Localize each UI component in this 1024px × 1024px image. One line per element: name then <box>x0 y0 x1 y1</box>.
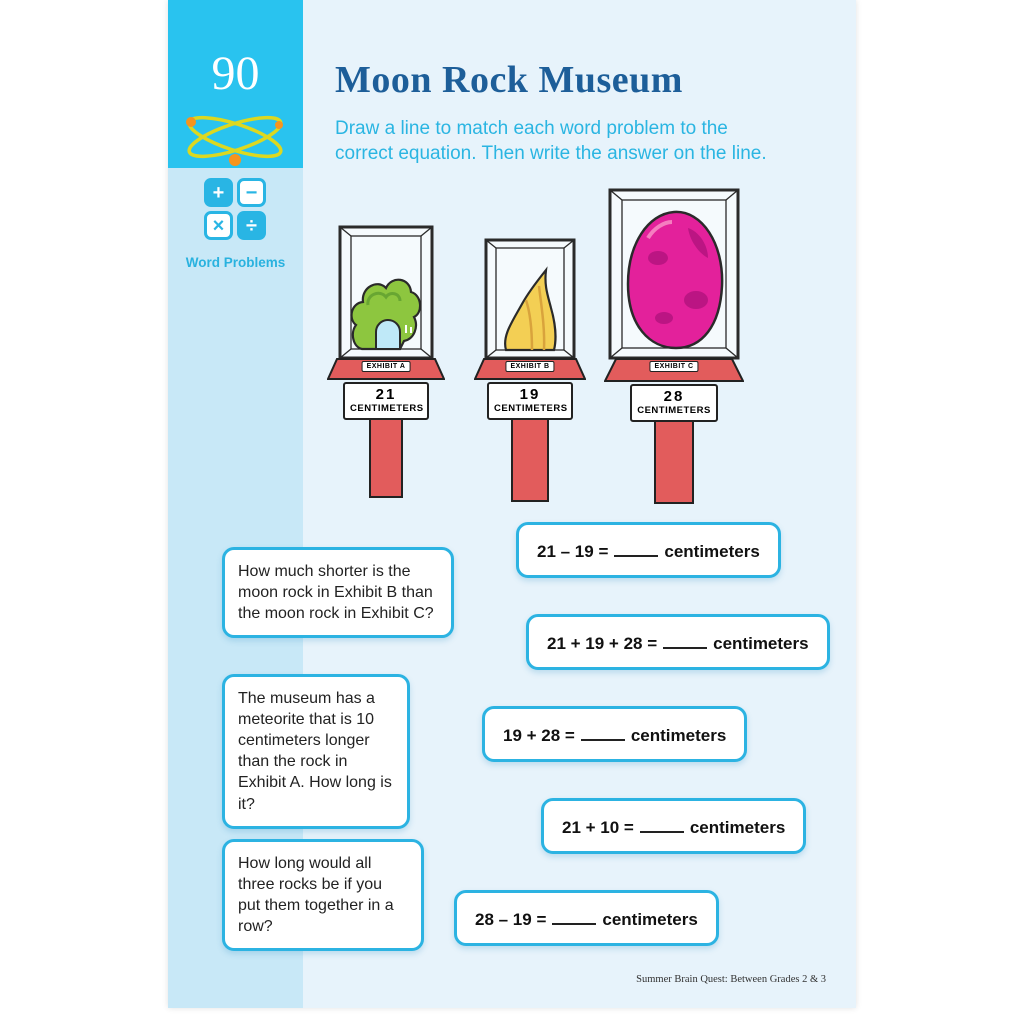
plus-icon: + <box>204 178 233 207</box>
display-case-c <box>608 188 740 360</box>
instructions-text: Draw a line to match each word problem to the correct equation. Then write the answer on the line. <box>335 118 767 165</box>
measurement-sign <box>630 384 718 422</box>
equation-unit: centimeters <box>713 634 809 653</box>
footer-credit: Summer Brain Quest: Between Grades 2 & 3 <box>636 974 826 985</box>
measurement-unit: CENTIMETERS <box>350 402 424 414</box>
measurement-unit: CENTIMETERS <box>494 402 568 414</box>
equation-card-2[interactable] <box>526 614 830 670</box>
equation-card-3[interactable] <box>482 706 747 762</box>
exhibit-plaque: EXHIBIT B <box>505 361 554 372</box>
measurement-sign <box>487 382 573 420</box>
measurement-value: 19 <box>519 386 541 403</box>
workbook-page <box>168 0 856 1008</box>
answer-blank[interactable] <box>581 722 625 741</box>
equation-expression: 21 + 19 + 28 = <box>547 634 658 653</box>
equation-unit: centimeters <box>664 542 760 561</box>
measurement-value: 28 <box>663 388 685 405</box>
multiply-icon: × <box>204 211 233 240</box>
equation-unit: centimeters <box>602 910 698 929</box>
exhibit-base <box>327 358 445 385</box>
equation-card-4[interactable] <box>541 798 806 854</box>
category-label: Word Problems <box>185 255 286 270</box>
problem-card-1[interactable] <box>222 547 454 638</box>
display-case-a <box>338 225 434 360</box>
answer-blank[interactable] <box>614 538 658 557</box>
exhibit-a <box>326 225 446 498</box>
equation-card-1[interactable] <box>516 522 781 578</box>
exhibit-base <box>604 358 744 387</box>
exhibit-base <box>474 358 586 385</box>
equation-expression: 21 + 10 = <box>562 818 634 837</box>
exhibit-c <box>604 188 744 504</box>
page-title: Moon Rock Museum <box>335 59 683 101</box>
exhibit-plaque: EXHIBIT A <box>362 361 411 372</box>
problem-text: The museum has a meteorite that is 10 centimeters longer than the rock in Exhibit A. How long is it? <box>238 690 392 813</box>
equation-expression: 21 – 19 = <box>537 542 609 561</box>
answer-blank[interactable] <box>552 906 596 925</box>
problem-card-3[interactable] <box>222 839 424 951</box>
problem-text: How long would all three rocks be if you put them together in a row? <box>238 855 394 936</box>
measurement-sign <box>343 382 429 420</box>
divide-icon: ÷ <box>237 211 266 240</box>
answer-blank[interactable] <box>640 814 684 833</box>
measurement-unit: CENTIMETERS <box>637 404 711 416</box>
minus-icon: − <box>237 178 266 207</box>
display-case-b <box>484 238 576 360</box>
answer-blank[interactable] <box>663 630 707 649</box>
page-number: 90 <box>211 47 260 100</box>
equation-card-5[interactable] <box>454 890 719 946</box>
exhibit-b <box>474 238 586 502</box>
equation-expression: 28 – 19 = <box>475 910 547 929</box>
exhibit-plaque: EXHIBIT C <box>649 361 698 372</box>
atom-icon <box>180 100 291 174</box>
measurement-value: 21 <box>375 386 397 403</box>
pedestal <box>511 418 549 502</box>
problem-card-2[interactable] <box>222 674 410 829</box>
pedestal <box>369 418 403 498</box>
equation-expression: 19 + 28 = <box>503 726 575 745</box>
equation-unit: centimeters <box>689 818 786 837</box>
pedestal <box>654 420 694 504</box>
problem-text: How much shorter is the moon rock in Exhibit B than the moon rock in Exhibit C? <box>238 563 434 623</box>
math-operations-icon <box>204 178 266 240</box>
equation-unit: centimeters <box>630 726 727 745</box>
pink-moon-rock-icon <box>628 212 722 348</box>
